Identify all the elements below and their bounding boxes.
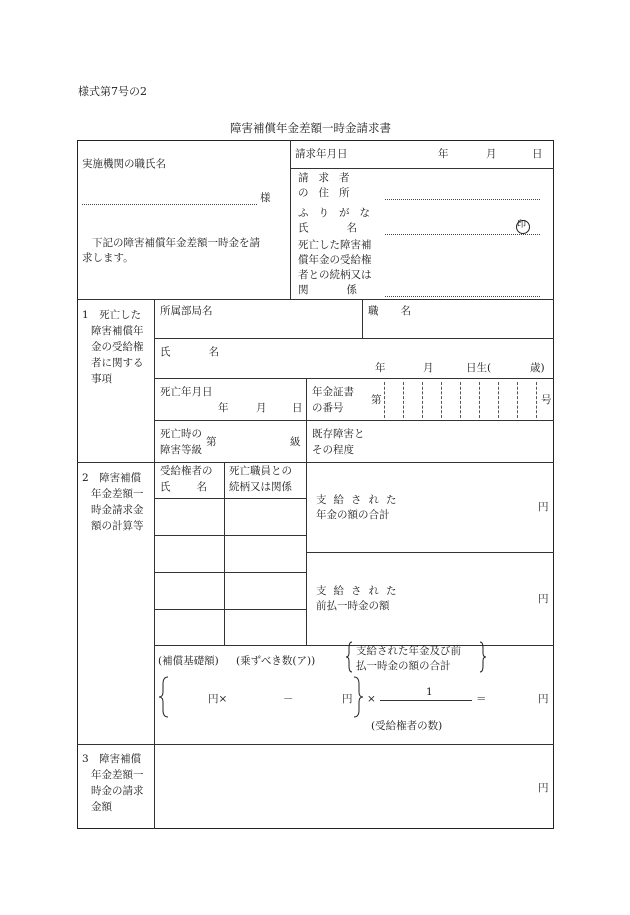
grade-kyu: 級 [290, 436, 301, 448]
name-field[interactable] [385, 234, 540, 235]
section3-label-1: 3 障害補償 [82, 753, 142, 765]
section3-label-2: 年金差額一 [91, 769, 144, 781]
section1-label-5: 事項 [91, 373, 112, 385]
formula-yen-times: 円× [208, 693, 228, 705]
form-title: 障害補償年金差額一時金請求書 [230, 121, 391, 135]
formula-eq: ＝ [476, 693, 487, 705]
paid-lump-yen: 円 [538, 593, 549, 605]
request-date-label: 請求年月日 [295, 148, 348, 160]
agency-label: 実施機関の職氏名 [82, 158, 166, 170]
paid-lump-label-2: 前払一時金の額 [316, 600, 390, 612]
relation-label-4: 関係 [298, 284, 395, 296]
existing-label-2: その程度 [312, 444, 354, 456]
request-day: 日 [532, 148, 543, 160]
relation-label-1: 死亡した障害補 [298, 239, 372, 251]
paid-pension-yen: 円 [538, 501, 549, 513]
section2-label-1: 2 障害補償 [82, 472, 142, 484]
formula-times: × [367, 693, 376, 705]
section2-label-4: 額の計算等 [91, 520, 144, 532]
claimant-label-2: の住所 [298, 187, 360, 199]
cert-label-1: 年金証書 [312, 386, 354, 398]
dept-label: 所属部局名 [160, 305, 213, 317]
section3-label-3: 時金の請求 [91, 785, 144, 797]
formula-total-2: 払一時金の額の合計 [356, 660, 451, 672]
agency-field[interactable] [82, 204, 257, 205]
section3-label-4: 金額 [91, 801, 112, 813]
relation-field[interactable] [385, 296, 540, 297]
paid-pension-label-2: 年金の額の合計 [316, 509, 390, 521]
formula-total-1: 支給された年金及び前 [356, 645, 461, 657]
relation-col-label-1: 死亡職員との [229, 465, 292, 477]
recipient-label-2: 氏名 [160, 481, 233, 493]
section1-label-2: 障害補償年 [91, 325, 144, 337]
death-year: 年 [218, 402, 229, 414]
existing-label-1: 既存障害と [312, 428, 365, 440]
section1-label-1: 1 死亡した [82, 309, 142, 321]
relation-label-2: 償年金の受給権 [298, 254, 372, 266]
formula-denominator: (受給権者の数) [371, 720, 443, 732]
cert-label-2: の番号 [312, 402, 344, 414]
name-label: 氏名 [298, 222, 395, 234]
death-date-label: 死亡年月日 [160, 386, 213, 398]
sama-label: 様 [260, 192, 271, 204]
formula-brace-right [352, 676, 364, 718]
claimant-label-1: 請求者 [298, 172, 360, 184]
formula-brace-left [158, 676, 170, 718]
birth-month: 月 [423, 362, 434, 374]
section2-label-2: 年金差額一 [91, 488, 144, 500]
formula-yen-result: 円 [538, 693, 549, 705]
fraction-bar [380, 700, 472, 701]
paid-pension-label-1: 支給された [316, 494, 404, 506]
address-field[interactable] [385, 199, 540, 200]
request-text-2: 求します。 [82, 252, 134, 264]
form-number: 様式第7号の2 [78, 85, 147, 98]
seal-char: 印 [517, 220, 527, 230]
grade-dai: 第 [206, 436, 217, 448]
age-label: 歳) [530, 362, 545, 374]
post-label: 職名 [368, 305, 433, 317]
death-day: 日 [292, 402, 303, 414]
section1-label-3: 金の受給権 [91, 341, 144, 353]
grade-label-1: 死亡時の [160, 428, 202, 440]
cert-go: 号 [541, 394, 552, 406]
formula-base-label: (補償基礎額) [158, 655, 219, 667]
relation-label-3: 者との続柄又は [298, 269, 372, 281]
formula-one: 1 [426, 686, 433, 698]
grade-label-2: 障害等級 [160, 444, 202, 456]
relation-col-label-2: 続柄又は関係 [229, 481, 292, 493]
cert-dai: 第 [371, 394, 382, 406]
death-month: 月 [256, 402, 267, 414]
section3-yen: 円 [538, 782, 549, 794]
furigana-label: ふりがな [298, 207, 380, 219]
deceased-name-label: 氏名 [160, 346, 257, 358]
section2-label-3: 時金請求金 [91, 504, 144, 516]
formula-yen-2: 円 [342, 693, 353, 705]
formula-minus: － [283, 693, 294, 705]
recipient-label-1: 受給権者の [160, 465, 213, 477]
birth-year: 年 [375, 362, 386, 374]
section1-label-4: 者に関する [91, 357, 144, 369]
request-year: 年 [438, 148, 449, 160]
request-month: 月 [486, 148, 497, 160]
formula-mult-label: (乗ずべき数(ア)) [236, 655, 316, 667]
birth-day: 日生( [466, 362, 492, 374]
request-text-1: 下記の障害補償年金差額一時金を請 [92, 237, 260, 249]
paid-lump-label-1: 支給された [316, 585, 404, 597]
